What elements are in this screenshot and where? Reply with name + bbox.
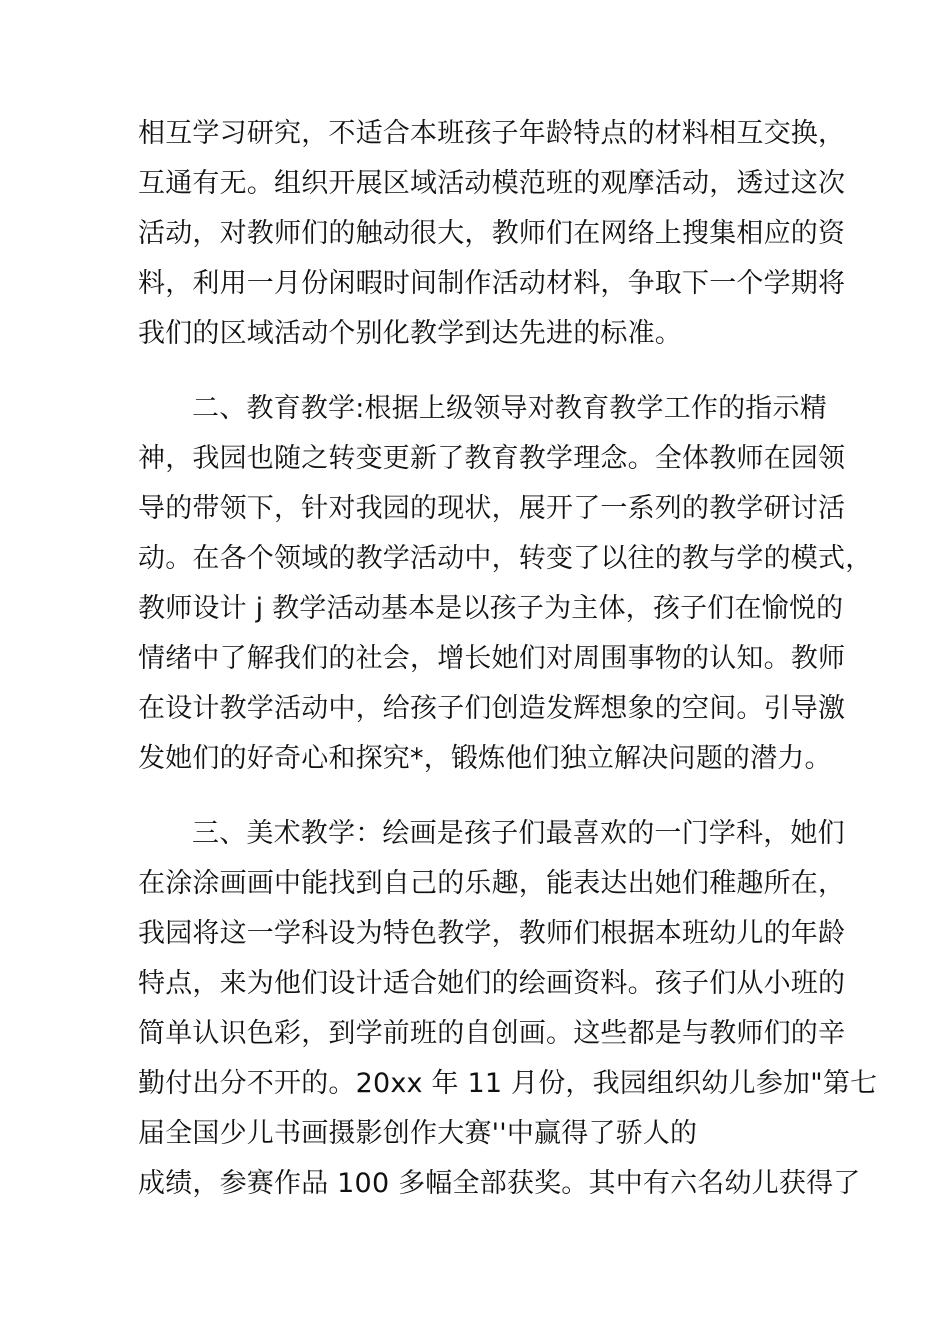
text-line: 动。在各个领域的教学活动中，转变了以往的教与学的模式， [138, 543, 873, 574]
paragraph-first-line: 二、教育教学:根据上级领导对教育教学工作的指示精 [192, 393, 827, 424]
paragraph-first-line: 三、美术教学：绘画是孩子们最喜欢的一门学科，她们 [192, 818, 845, 849]
text-line: 届全国少儿书画摄影创作大赛''中赢得了骄人的 [138, 1118, 698, 1149]
text-line: 我园将这一学科设为特色教学，教师们根据本班幼儿的年龄 [138, 918, 846, 949]
text-line: 导的带领下，针对我园的现状，展开了一系列的教学研讨活 [138, 493, 846, 524]
text-line: 情绪中了解我们的社会，增长她们对周围事物的认知。教师 [138, 643, 846, 674]
text-line: 在涂涂画画中能找到自己的乐趣，能表达出她们稚趣所在， [138, 868, 846, 899]
text-line: 神，我园也随之转变更新了教育教学理念。全体教师在园领 [138, 443, 846, 474]
text-line: 勤付出分不开的。20xx 年 11 月份，我园组织幼儿参加"第七 [138, 1068, 878, 1099]
text-line: 教师设计 j 教学活动基本是以孩子为主体，孩子们在愉悦的 [138, 593, 844, 624]
text-line: 特点，来为他们设计适合她们的绘画资料。孩子们从小班的 [138, 968, 846, 999]
text-line: 在设计教学活动中，给孩子们创造发辉想象的空间。引导激 [138, 693, 846, 724]
text-line: 相互学习研究，不适合本班孩子年龄特点的材料相互交换， [138, 118, 846, 149]
text-line: 料，利用一月份闲暇时间制作活动材料，争取下一个学期将 [138, 268, 846, 299]
text-line: 成绩，参赛作品 100 多幅全部获奖。其中有六名幼儿获得了 [138, 1168, 861, 1199]
text-line: 简单认识色彩，到学前班的自创画。这些都是与教师们的辛 [138, 1018, 846, 1049]
text-line: 我们的区域活动个别化教学到达先进的标准。 [138, 318, 682, 349]
text-line: 互通有无。组织开展区域活动模范班的观摩活动，透过这次 [138, 168, 846, 199]
text-line: 活动，对教师们的触动很大，教师们在网络上搜集相应的资 [138, 218, 846, 249]
text-line: 发她们的好奇心和探究*，锻炼他们独立解决问题的潜力。 [138, 743, 832, 774]
